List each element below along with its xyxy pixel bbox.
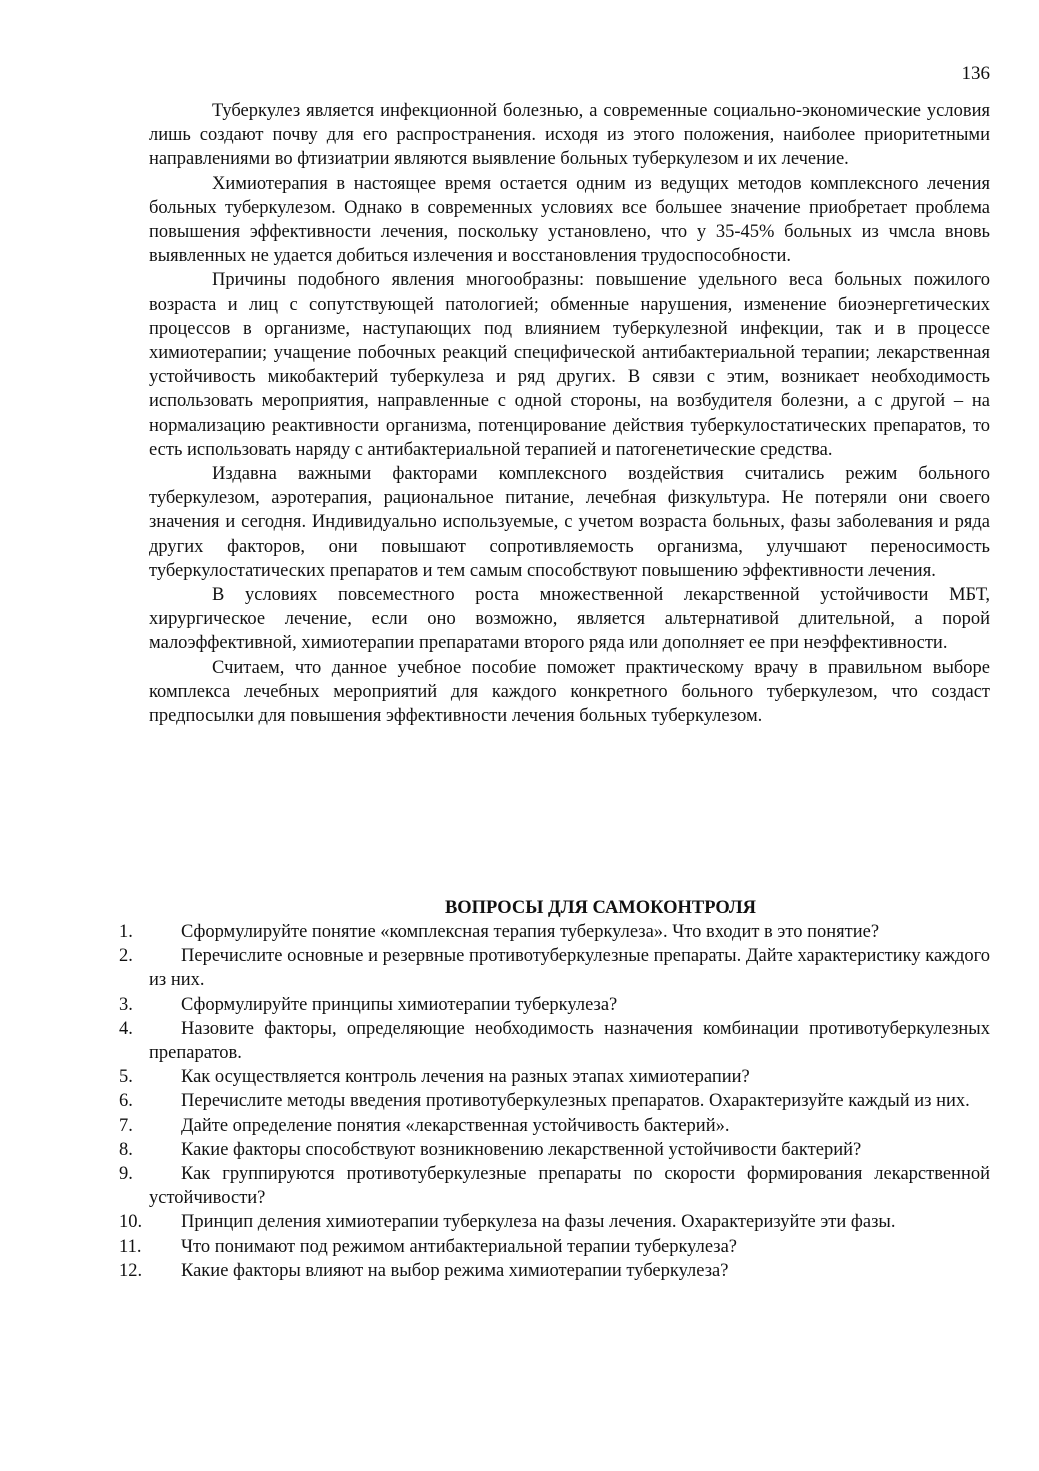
- paragraph: Считаем, что данное учебное пособие поможет практическому врачу в правильном выборе комплекса лечебных мероприятий для каждого конкретного больного туберкулезом, что создаст предпосылки для повышения эффективности лечения больных туберкулезом.: [149, 657, 990, 727]
- paragraph: Химиотерапия в настоящее время остается одним из ведущих методов комплексного лечения больных туберкулезом. Однако в современных условиях все большее значение приобретает проблема повышения эффективности лечения, поскольку установлено, что у 35-45% больных из чмсла вновь выявленных не удается добиться излечения и восстановления трудоспособности.: [149, 173, 990, 267]
- question-number: 3.: [119, 994, 133, 1015]
- page-number: 136: [961, 63, 990, 84]
- question-text: Перечислите основные и резервные противотуберкулезные препараты. Дайте характеристику каждого из них.: [149, 946, 990, 991]
- question-text: Как осуществляется контроль лечения на разных этапах химиотерапии?: [181, 1067, 750, 1088]
- body-text: [149, 99, 990, 728]
- paragraph: Причины подобного явления многообразны: повышение удельного веса больных пожилого возраста и лиц с сопутствующей патологией; обменные нарушения, изменение биоэнергетических процессов в организме, наступающих под влиянием туберкулезной инфекции, так и в процессе химиотерапии; учащение побочных реакций специфической антибактериальной терапии; лекарственная устойчивость микобактерий туберкулеза и ряд других. В сявзи с этим, возникает необходимость использовать мероприятия, направленные с одной стороны, на возбудителя болезни, а с другой – на нормализацию реактивности организма, потенцирование действия туберкулостатических препаратов, то есть использовать наряду с антибактериальной терапией и патогенетические средства.: [149, 270, 990, 460]
- question-number: 11.: [119, 1236, 142, 1257]
- question-item: [0, 1089, 990, 1113]
- question-item: [0, 1138, 990, 1162]
- question-text: Сформулируйте понятие «комплексная терапия туберкулеза». Что входит в это понятие?: [181, 922, 880, 942]
- question-item: [0, 1114, 990, 1138]
- question-item: [0, 1259, 990, 1283]
- question-text: Дайте определение понятия «лекарственная устойчивость бактерий».: [181, 1115, 730, 1136]
- section-title: ВОПРОСЫ ДЛЯ САМОКОНТРОЛЯ: [444, 898, 757, 918]
- question-item: [0, 1065, 990, 1089]
- question-number: 5.: [119, 1067, 133, 1088]
- question-number: 8.: [119, 1139, 133, 1160]
- paragraph: В условиях повсеместного роста множественной лекарственной устойчивости МБТ, хирургическое лечение, если оно возможно, является альтернативой длительной, а порой малоэффективной, химиотерапии препаратами второго ряда или дополняет ее при неэффективности.: [149, 585, 990, 654]
- question-number: 7.: [119, 1115, 133, 1136]
- question-text: Назовите факторы, определяющие необходимость назначения комбинации противотуберкулезных препаратов.: [149, 1018, 990, 1064]
- question-item: [0, 944, 990, 992]
- question-item: [0, 993, 990, 1017]
- question-text: Какие факторы влияют на выбор режима химиотерапии туберкулеза?: [181, 1260, 729, 1281]
- question-text: Сформулируйте принципы химиотерапии туберкулеза?: [181, 994, 618, 1015]
- question-number: 4.: [119, 1018, 133, 1039]
- question-item: [0, 1017, 990, 1065]
- question-text: Принцип деления химиотерапии туберкулеза на фазы лечения. Охарактеризуйте эти фазы.: [181, 1212, 896, 1233]
- question-text: Какие факторы способствуют возникновению лекарственной устойчивости бактерий?: [181, 1139, 862, 1160]
- paragraph: Издавна важными факторами комплексного воздействия считались режим больного туберкулезом, аэротерапия, рациональное питание, лечебная физкультура. Не потеряли они своего значения и сегодня. Индивидуально используемые, с учетом возраста больных, фазы заболевания и ряда других факторов, они повышают сопротивляемость организма, улучшают переносимость туберкулостатических препаратов и тем самым способствуют повышению эффективности лечения.: [149, 464, 990, 581]
- question-number: 6.: [119, 1091, 133, 1112]
- question-number: 1.: [119, 922, 133, 942]
- question-item: [0, 1162, 990, 1210]
- question-item: [0, 1210, 990, 1234]
- question-number: 12.: [119, 1260, 143, 1281]
- question-number: 9.: [119, 1164, 133, 1185]
- question-text: Перечислите методы введения противотуберкулезных препаратов. Охарактеризуйте каждый из них.: [181, 1091, 970, 1112]
- question-text: Что понимают под режимом антибактериальной терапии туберкулеза?: [181, 1236, 738, 1257]
- question-text: Как группируются противотуберкулезные препараты по скорости формирования лекарственной устойчивости?: [149, 1164, 990, 1209]
- question-item: [0, 920, 990, 944]
- question-number: 2.: [119, 946, 133, 967]
- paragraph: Туберкулез является инфекционной болезнью, а современные социально-экономические условия лишь создают почву для его распространения. исходя из этого положения, наиболее приоритетными направлениями во фтизиатрии являются выявление больных туберкулезом и их лечение.: [149, 101, 990, 170]
- question-number: 10.: [119, 1212, 143, 1233]
- question-item: [0, 1235, 990, 1259]
- questions-list: [0, 920, 1039, 1283]
